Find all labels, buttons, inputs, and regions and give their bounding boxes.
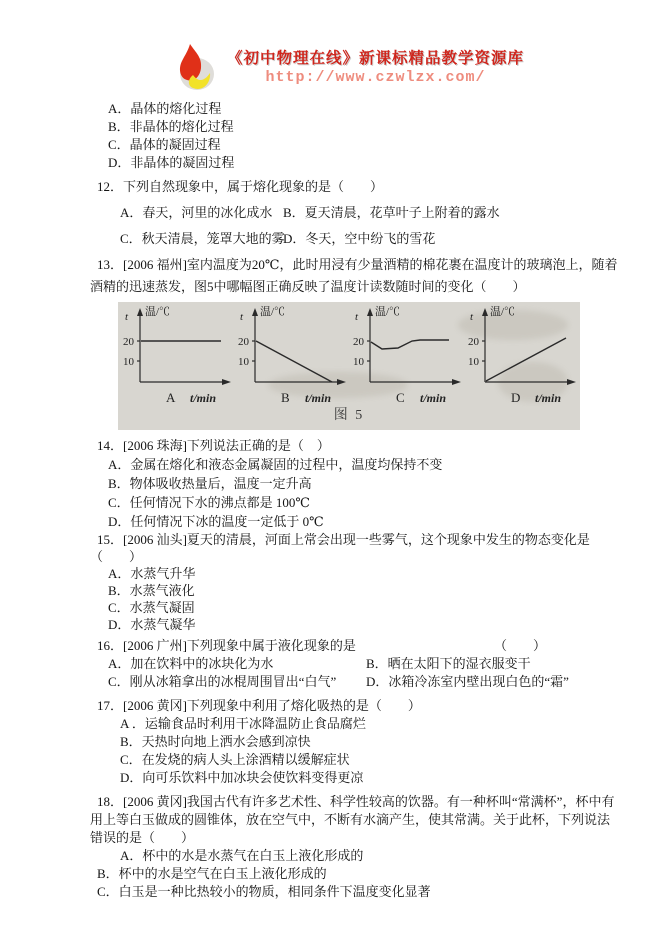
panel-letter: D <box>511 390 521 405</box>
option-a: A ．运输食品时利用干冰降温防止食品腐烂 <box>120 716 366 731</box>
question-15-answer-paren: （ ） <box>90 549 143 564</box>
option-d: D．向可乐饮料中加冰块会使饮料变得更凉 <box>120 770 364 785</box>
question-12-stem: 12．下列自然现象中，属于熔化现象的是（ ） <box>97 179 384 194</box>
panel-letter: B <box>281 390 290 405</box>
question-18-line2: 用上等白玉做成的圆锥体，放在空气中，不断有水滴产生，使其常满。关于此杯，下列说法 <box>90 812 611 827</box>
option-b: B．天热时向地上洒水会感到凉快 <box>120 734 311 749</box>
question-12 <box>90 178 601 248</box>
option-a: A．春天，河里的冰化成水 <box>120 205 273 220</box>
y-axis-label: 温/℃ <box>145 306 171 318</box>
question-14-stem: 14．[2006 珠海]下列说法正确的是（ ） <box>97 438 330 453</box>
option-a: A．杯中的水是水蒸气在白玉上液化形成的 <box>120 848 364 863</box>
question-13-line2: 酒精的迅速蒸发，图5中哪幅图正确反映了温度计读数随时间的变化（ ） <box>90 279 526 294</box>
temperature-curve <box>371 340 449 349</box>
x-axis-label: t/min <box>305 391 332 405</box>
option-a: A．金属在熔化和液态金属凝固的过程中，温度均保持不变 <box>108 457 443 472</box>
y-axis-label: 温/℃ <box>260 306 286 318</box>
question-16-options-row2 <box>108 673 601 691</box>
y-axis-label: 温/℃ <box>490 306 516 318</box>
question-15 <box>90 531 601 633</box>
question-13 <box>90 256 618 296</box>
x-axis-arrow <box>567 379 576 385</box>
question-12-options-row2 <box>120 230 601 248</box>
question-15-stem: 15．[2006 汕头]夏天的清晨，河面上常会出现一些雾气，这个现象中发生的物态变化是 <box>97 532 590 547</box>
option-b: B．夏天清晨，花草叶子上附着的露水 <box>283 205 500 220</box>
tick-10: 10 <box>353 356 364 368</box>
question-17-stem: 17．[2006 黄冈]下列现象中利用了熔化吸热的是（ ） <box>97 698 421 713</box>
question-14 <box>90 436 601 531</box>
figure-5-graphs <box>118 302 580 410</box>
y-axis-prefix: t <box>125 311 129 323</box>
option-c: C．晶体的凝固过程 <box>108 137 221 152</box>
y-axis-prefix: t <box>355 311 359 323</box>
option-c: C．刚从冰箱拿出的冰棍周围冒出“白气” <box>108 674 337 689</box>
question-16-stem-row <box>97 637 601 655</box>
temperature-curve <box>256 341 332 382</box>
logo-flame-red <box>180 44 201 80</box>
y-axis-prefix: t <box>470 311 474 323</box>
question-16-answer-paren: （ ） <box>493 638 546 653</box>
option-a: A．水蒸气升华 <box>108 566 196 581</box>
panel-letter: C <box>396 390 405 405</box>
option-d: D．冰箱冷冻室内壁出现白色的“霜” <box>366 674 569 689</box>
question-17 <box>90 697 601 787</box>
y-axis-arrow <box>252 308 258 316</box>
graph-d <box>463 302 578 410</box>
y-axis-label: 温/℃ <box>375 306 401 318</box>
figure-5 <box>118 302 580 430</box>
tick-20: 20 <box>123 336 134 348</box>
x-axis-label: t/min <box>190 391 217 405</box>
question-16-stem: 16．[2006 广州]下列现象中属于液化现象的是 <box>97 638 356 653</box>
flame-logo-icon <box>171 42 217 96</box>
x-axis-arrow <box>337 379 346 385</box>
question-16 <box>90 637 601 691</box>
option-c: C．秋天清晨，笼罩大地的雾 <box>120 231 285 246</box>
option-d: D．冬天，空中纷飞的雪花 <box>283 231 436 246</box>
x-axis-arrow <box>452 379 461 385</box>
option-d: D．任何情况下冰的温度一定低于 0℃ <box>108 514 324 529</box>
option-c: C．在发烧的病人头上涂酒精以缓解症状 <box>120 752 350 767</box>
tick-20: 20 <box>468 336 479 348</box>
tick-10: 10 <box>238 356 249 368</box>
document-body <box>0 100 661 901</box>
panel-letter: A <box>166 390 176 405</box>
option-b: B．杯中的水是空气在白玉上液化形成的 <box>97 866 327 881</box>
option-b: B．晒在太阳下的湿衣服变干 <box>366 656 531 671</box>
y-axis-prefix: t <box>240 311 244 323</box>
y-axis-arrow <box>137 308 143 316</box>
graph-c <box>348 302 463 410</box>
option-a: A．晶体的熔化过程 <box>108 101 222 116</box>
graph-a <box>118 302 233 410</box>
x-axis-label: t/min <box>420 391 447 405</box>
option-a: A．加在饮料中的冰块化为水 <box>108 656 274 671</box>
option-d: D．水蒸气凝华 <box>108 617 196 632</box>
question-13-line1: 13．[2006 福州]室内温度为20℃，此时用浸有少量酒精的棉花裹在温度计的玻璃泡上，随着 <box>97 257 618 272</box>
option-c: C．水蒸气凝固 <box>108 600 195 615</box>
option-b: B．非晶体的熔化过程 <box>108 119 234 134</box>
site-header <box>0 0 661 96</box>
x-axis-arrow <box>222 379 231 385</box>
tick-20: 20 <box>238 336 249 348</box>
option-c: C．任何情况下水的沸点都是 100℃ <box>108 495 310 510</box>
option-b: B．物体吸收热量后，温度一定升高 <box>108 476 312 491</box>
question-18-line1: 18．[2006 黄冈]我国古代有许多艺术性、科学性较高的饮器。有一种杯叫“常满杯”，杯中有 <box>97 794 615 809</box>
tick-10: 10 <box>468 356 479 368</box>
graph-b <box>233 302 348 410</box>
x-axis-label: t/min <box>535 391 562 405</box>
question-18-line3: 错误的是（ ） <box>90 830 195 845</box>
tick-10: 10 <box>123 356 134 368</box>
option-b: B．水蒸气液化 <box>108 583 195 598</box>
question-16-options-row1 <box>108 655 601 673</box>
option-c: C．白玉是一种比热较小的物质，相同条件下温度变化显著 <box>97 884 431 899</box>
question-18 <box>90 793 615 901</box>
y-axis-arrow <box>367 308 373 316</box>
option-d: D．非晶体的凝固过程 <box>108 155 235 170</box>
site-title: 《初中物理在线》新课标精品教学资源库 <box>227 50 525 67</box>
figure-5-caption: 图 5 <box>333 408 365 423</box>
question-12-options-row1 <box>120 204 601 222</box>
header-text <box>227 42 524 86</box>
site-url-link[interactable]: http://www.czwlzx.com/ <box>265 69 486 86</box>
tick-20: 20 <box>353 336 364 348</box>
temperature-curve <box>486 338 566 381</box>
y-axis-arrow <box>482 308 488 316</box>
question-11-options <box>90 100 601 172</box>
